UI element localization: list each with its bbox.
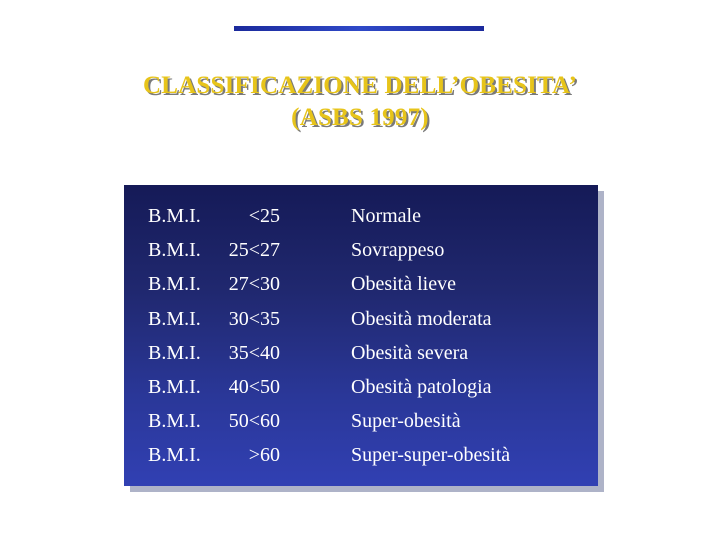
bmi-range: 27<30 — [228, 273, 280, 295]
bmi-label: B.M.I. — [148, 205, 201, 227]
bmi-class: Obesità lieve — [351, 273, 456, 295]
bmi-label: B.M.I. — [148, 273, 201, 295]
table-row — [124, 440, 598, 470]
bmi-range: <25 — [248, 205, 280, 227]
bmi-class: Obesità patologia — [351, 376, 492, 398]
title-line-1: CLASSIFICAZIONE DELL’OBESITA’ — [143, 72, 577, 99]
table-row — [124, 269, 598, 299]
bmi-class: Obesità severa — [351, 342, 469, 364]
top-decorative-rule — [234, 26, 484, 31]
bmi-class: Normale — [351, 205, 421, 227]
bmi-classification-table — [124, 185, 598, 486]
bmi-label: B.M.I. — [148, 410, 201, 432]
title-line-2: (ASBS 1997) — [291, 104, 429, 131]
bmi-range: 30<35 — [228, 308, 280, 330]
table-row — [124, 304, 598, 334]
bmi-label: B.M.I. — [148, 342, 201, 364]
bmi-range: 25<27 — [228, 239, 280, 261]
table-row — [124, 372, 598, 402]
bmi-label: B.M.I. — [148, 239, 201, 261]
bmi-class: Obesità moderata — [351, 308, 492, 330]
bmi-label: B.M.I. — [148, 444, 201, 466]
bmi-range: 50<60 — [228, 410, 280, 432]
bmi-range: 40<50 — [228, 376, 280, 398]
table-row — [124, 406, 598, 436]
bmi-label: B.M.I. — [148, 376, 201, 398]
bmi-label: B.M.I. — [148, 308, 201, 330]
table-row — [124, 235, 598, 265]
bmi-range: >60 — [248, 444, 280, 466]
bmi-range: 35<40 — [228, 342, 280, 364]
table-row — [124, 201, 598, 231]
bmi-class: Super-obesità — [351, 410, 461, 432]
slide-title — [0, 70, 720, 134]
bmi-class: Super-super-obesità — [351, 444, 511, 466]
table-row — [124, 338, 598, 368]
bmi-class: Sovrappeso — [351, 239, 445, 261]
